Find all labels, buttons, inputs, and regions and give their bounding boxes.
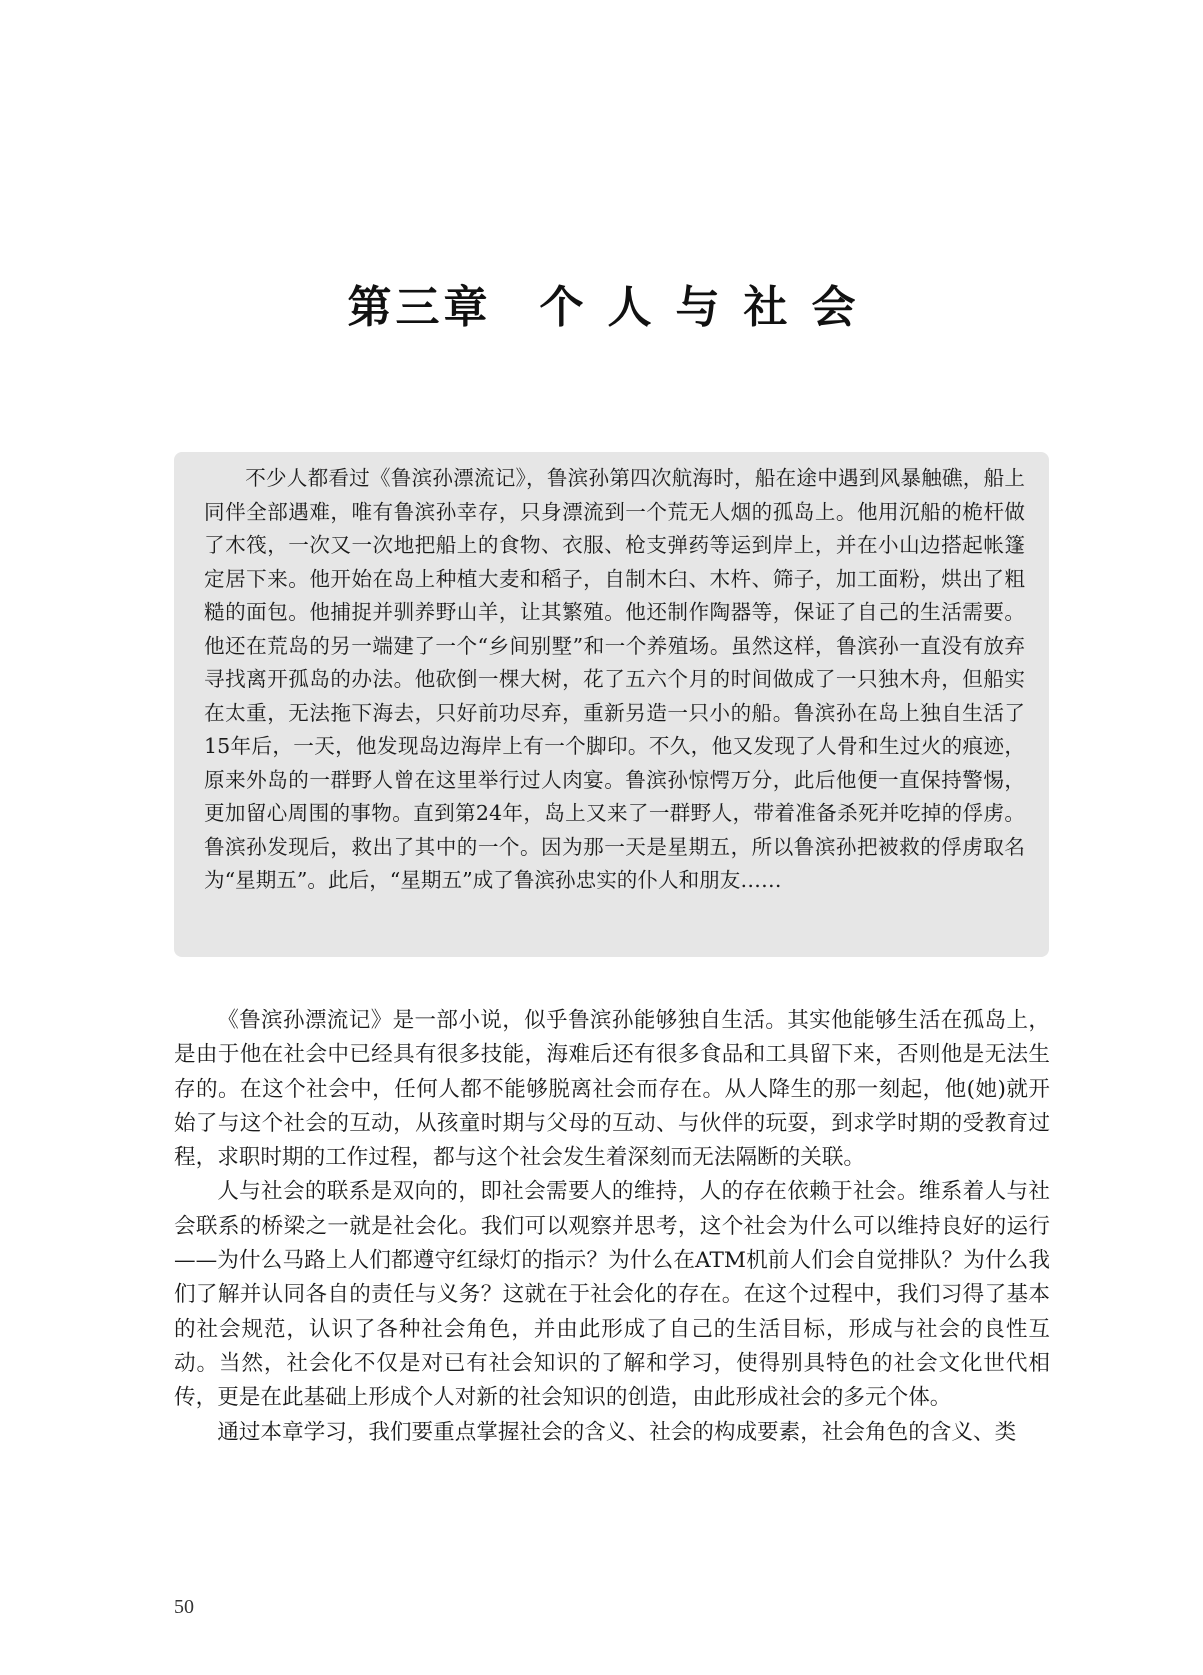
body-paragraph-1: 《鲁滨孙漂流记》是一部小说，似乎鲁滨孙能够独自生活。其实他能够生活在孤岛上，是由于他在社会中已经具有很多技能，海难后还有很多食品和工具留下来，否则他是无法生存的。在这个社会中，任何人都不能够脱离社会而存在。从人降生的那一刻起，他(她)就开始了与这个社会的互动，从孩童时期与父母的互动、与伙伴的玩耍，到求学时期的受教育过程，求职时期的工作过程，都与这个社会发生着深刻而无法隔断的关联。	[174, 1008, 1050, 1171]
body-paragraph-2: 人与社会的联系是双向的，即社会需要人的维持，人的存在依赖于社会。维系着人与社会联系的桥梁之一就是社会化。我们可以观察并思考，这个社会为什么可以维持良好的运行——为什么马路上人们都遵守红绿灯的指示？为什么在ATM机前人们会自觉排队？为什么我们了解并认同各自的责任与义务？这就在于社会化的存在。在这个过程中，我们习得了基本的社会规范，认识了各种社会角色，并由此形成了自己的生活目标，形成与社会的良性互动。当然，社会化不仅是对已有社会知识的了解和学习，使得别具特色的社会文化世代相传，更是在此基础上形成个人对新的社会知识的创造，由此形成社会的多元个体。	[174, 1179, 1050, 1411]
chapter-title	[0, 278, 1203, 338]
page-number: 50	[174, 1596, 194, 1618]
body-paragraph-3: 通过本章学习，我们要重点掌握社会的含义、社会的构成要素，社会角色的含义、类	[217, 1419, 1017, 1445]
story-text: 不少人都看过《鲁滨孙漂流记》，鲁滨孙第四次航海时，船在途中遇到风暴触礁，船上同伴全部遇难，唯有鲁滨孙幸存，只身漂流到一个荒无人烟的孤岛上。他用沉船的桅杆做了木筏，一次又一次地把船上的食物、衣服、枪支弹药等运到岸上，并在小山边搭起帐篷定居下来。他开始在岛上种植大麦和稻子，自制木臼、木杵、筛子，加工面粉，烘出了粗糙的面包。他捕捉并驯养野山羊，让其繁殖。他还制作陶器等，保证了自己的生活需要。他还在荒岛的另一端建了一个“乡间别墅”和一个养殖场。虽然这样，鲁滨孙一直没有放弃寻找离开孤岛的办法。他砍倒一棵大树，花了五六个月的时间做成了一只独木舟，但船实在太重，无法拖下海去，只好前功尽弃，重新另造一只小的船。鲁滨孙在岛上独自生活了15年后，一天，他发现岛边海岸上有一个脚印。不久，他又发现了人骨和生过火的痕迹，原来外岛的一群野人曾在这里举行过人肉宴。鲁滨孙惊愕万分，此后他便一直保持警惕，更加留心周围的事物。直到第24年，岛上又来了一群野人，带着准备杀死并吃掉的俘虏。鲁滨孙发现后，救出了其中的一个。因为那一天是星期五，所以鲁滨孙把被救的俘虏取名为“星期五”。此后，“星期五”成了鲁滨孙忠实的仆人和朋友……	[204, 466, 1025, 892]
story-box	[174, 452, 1049, 957]
chapter-number: 第三章	[347, 282, 492, 333]
body-text	[174, 1004, 1050, 1450]
chapter-name: 个人与社会	[539, 282, 880, 333]
